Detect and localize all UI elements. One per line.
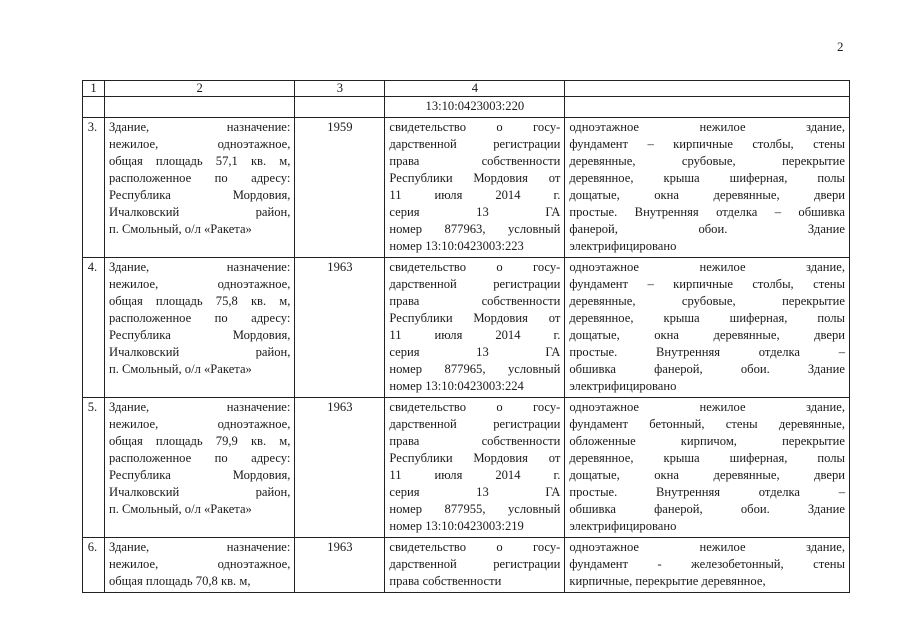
object-description-line: Ичалковский район,	[108, 485, 291, 499]
object-description-line: расположенное по адресу:	[108, 451, 291, 465]
column-number-4: 4	[385, 81, 565, 97]
ownership-document-line: дарственной регистрации	[389, 137, 561, 151]
building-characteristics-line: одноэтажное нежилое здание,	[569, 400, 845, 414]
ownership-document-line: номер 877955, условный	[389, 502, 561, 516]
table-row	[83, 398, 850, 538]
object-description-line: п. Смольный, о/л «Ракета»	[108, 502, 252, 516]
object-description-line: Ичалковский район,	[108, 205, 291, 219]
object-description-line: общая площадь 75,8 кв. м,	[108, 294, 291, 308]
building-characteristics-line: деревянные, срубовые, перекрытие	[569, 294, 845, 308]
building-characteristics-line: фундамент – кирпичные столбы, стены	[569, 137, 845, 151]
ownership-document-line: 11 июля 2014 г.	[389, 188, 561, 202]
ownership-document-line: права собственности	[389, 434, 561, 448]
building-characteristics-line: электрифицировано	[569, 239, 677, 253]
ownership-document-cell	[385, 258, 565, 398]
object-description-line: общая площадь 79,9 кв. м,	[108, 434, 291, 448]
continuation-cell-3	[295, 97, 385, 118]
construction-year: 1959	[295, 118, 385, 258]
column-number-2: 2	[104, 81, 294, 97]
building-characteristics-cell	[565, 538, 850, 593]
ownership-document-line: 11 июля 2014 г.	[389, 328, 561, 342]
building-characteristics-line: электрифицировано	[569, 379, 677, 393]
construction-year: 1963	[295, 398, 385, 538]
building-characteristics-line: фанерой, обои. Здание	[569, 222, 845, 236]
building-characteristics-line: кирпичные, перекрытие деревянное,	[569, 574, 766, 588]
object-description-cell	[104, 538, 294, 593]
ownership-document-line: серия 13 ГА	[389, 485, 561, 499]
object-description-cell	[104, 398, 294, 538]
object-description-line: п. Смольный, о/л «Ракета»	[108, 222, 252, 236]
object-description-line: общая площадь 70,8 кв. м,	[108, 574, 251, 588]
object-description-line: Республика Мордовия,	[108, 188, 291, 202]
building-characteristics-line: дощатые, окна деревянные, двери	[569, 328, 845, 342]
building-characteristics-line: электрифицировано	[569, 519, 677, 533]
building-characteristics-cell	[565, 398, 850, 538]
object-description-line: Здание, назначение:	[108, 260, 291, 274]
building-characteristics-line: одноэтажное нежилое здание,	[569, 120, 845, 134]
ownership-document-line: дарственной регистрации	[389, 417, 561, 431]
building-characteristics-line: деревянные, срубовые, перекрытие	[569, 154, 845, 168]
ownership-document-line: дарственной регистрации	[389, 277, 561, 291]
object-description-line: Здание, назначение:	[108, 540, 291, 554]
object-description-line: нежилое, одноэтажное,	[108, 277, 291, 291]
continuation-cadastral-text: 13:10:0423003:220	[425, 99, 525, 113]
building-characteristics-line: простые. Внутренняя отделка – обшивка	[569, 205, 845, 219]
building-characteristics-line: фундамент – кирпичные столбы, стены	[569, 277, 845, 291]
building-characteristics-line: обшивка фанерой, обои. Здание	[569, 502, 845, 516]
continuation-cell-1	[83, 97, 105, 118]
object-description-line: нежилое, одноэтажное,	[108, 137, 291, 151]
ownership-document-line: номер 13:10:0423003:224	[389, 379, 524, 393]
building-characteristics-line: фундамент бетонный, стены деревянные,	[569, 417, 845, 431]
table-body	[83, 118, 850, 593]
ownership-document-line: Республики Мордовия от	[389, 311, 561, 325]
building-characteristics-cell	[565, 258, 850, 398]
object-description-line: Республика Мордовия,	[108, 328, 291, 342]
ownership-document-line: свидетельство о госу-	[389, 120, 561, 134]
ownership-document-line: свидетельство о госу-	[389, 260, 561, 274]
building-characteristics-line: простые. Внутренняя отделка –	[569, 345, 845, 359]
page-number: 2	[837, 39, 844, 54]
object-description-line: Здание, назначение:	[108, 400, 291, 414]
ownership-document-line: серия 13 ГА	[389, 205, 561, 219]
ownership-document-line: права собственности	[389, 294, 561, 308]
building-characteristics-line: фундамент - железобетонный, стены	[569, 557, 845, 571]
building-characteristics-line: одноэтажное нежилое здание,	[569, 540, 845, 554]
table-continuation-row	[83, 97, 850, 118]
object-description-line: Здание, назначение:	[108, 120, 291, 134]
table-row	[83, 258, 850, 398]
ownership-document-line: права собственности	[389, 154, 561, 168]
row-number: 5.	[83, 398, 105, 538]
ownership-document-line: свидетельство о госу-	[389, 540, 561, 554]
column-number-5	[565, 81, 850, 97]
row-number: 6.	[83, 538, 105, 593]
object-description-cell	[104, 258, 294, 398]
object-description-cell	[104, 118, 294, 258]
ownership-document-line: Республики Мордовия от	[389, 451, 561, 465]
ownership-document-line: дарственной регистрации	[389, 557, 561, 571]
table-row	[83, 538, 850, 593]
ownership-document-line: номер 13:10:0423003:223	[389, 239, 524, 253]
column-number-1: 1	[83, 81, 105, 97]
object-description-line: п. Смольный, о/л «Ракета»	[108, 362, 252, 376]
row-number: 4.	[83, 258, 105, 398]
object-description-line: нежилое, одноэтажное,	[108, 417, 291, 431]
building-characteristics-line: деревянное, крыша шиферная, полы	[569, 171, 845, 185]
property-registry-table	[82, 80, 850, 593]
object-description-line: расположенное по адресу:	[108, 171, 291, 185]
ownership-document-line: номер 13:10:0423003:219	[389, 519, 524, 533]
table-header-row	[83, 81, 850, 97]
object-description-line: расположенное по адресу:	[108, 311, 291, 325]
ownership-document-line: номер 877963, условный	[389, 222, 561, 236]
building-characteristics-line: обшивка фанерой, обои. Здание	[569, 362, 845, 376]
column-number-3: 3	[295, 81, 385, 97]
building-characteristics-line: дощатые, окна деревянные, двери	[569, 468, 845, 482]
continuation-cell-2	[104, 97, 294, 118]
ownership-document-line: 11 июля 2014 г.	[389, 468, 561, 482]
construction-year: 1963	[295, 258, 385, 398]
construction-year: 1963	[295, 538, 385, 593]
building-characteristics-cell	[565, 118, 850, 258]
table-row	[83, 118, 850, 258]
row-number: 3.	[83, 118, 105, 258]
continuation-cadastral-number	[385, 97, 565, 118]
building-characteristics-line: дощатые, окна деревянные, двери	[569, 188, 845, 202]
continuation-cell-5	[565, 97, 850, 118]
ownership-document-line: серия 13 ГА	[389, 345, 561, 359]
building-characteristics-line: обложенные кирпичом, перекрытие	[569, 434, 845, 448]
building-characteristics-line: простые. Внутренняя отделка –	[569, 485, 845, 499]
ownership-document-line: Республики Мордовия от	[389, 171, 561, 185]
object-description-line: нежилое, одноэтажное,	[108, 557, 291, 571]
building-characteristics-line: деревянное, крыша шиферная, полы	[569, 311, 845, 325]
object-description-line: общая площадь 57,1 кв. м,	[108, 154, 291, 168]
ownership-document-line: права собственности	[389, 574, 502, 588]
object-description-line: Ичалковский район,	[108, 345, 291, 359]
ownership-document-cell	[385, 118, 565, 258]
ownership-document-line: свидетельство о госу-	[389, 400, 561, 414]
ownership-document-cell	[385, 538, 565, 593]
object-description-line: Республика Мордовия,	[108, 468, 291, 482]
ownership-document-line: номер 877965, условный	[389, 362, 561, 376]
building-characteristics-line: деревянное, крыша шиферная, полы	[569, 451, 845, 465]
building-characteristics-line: одноэтажное нежилое здание,	[569, 260, 845, 274]
ownership-document-cell	[385, 398, 565, 538]
